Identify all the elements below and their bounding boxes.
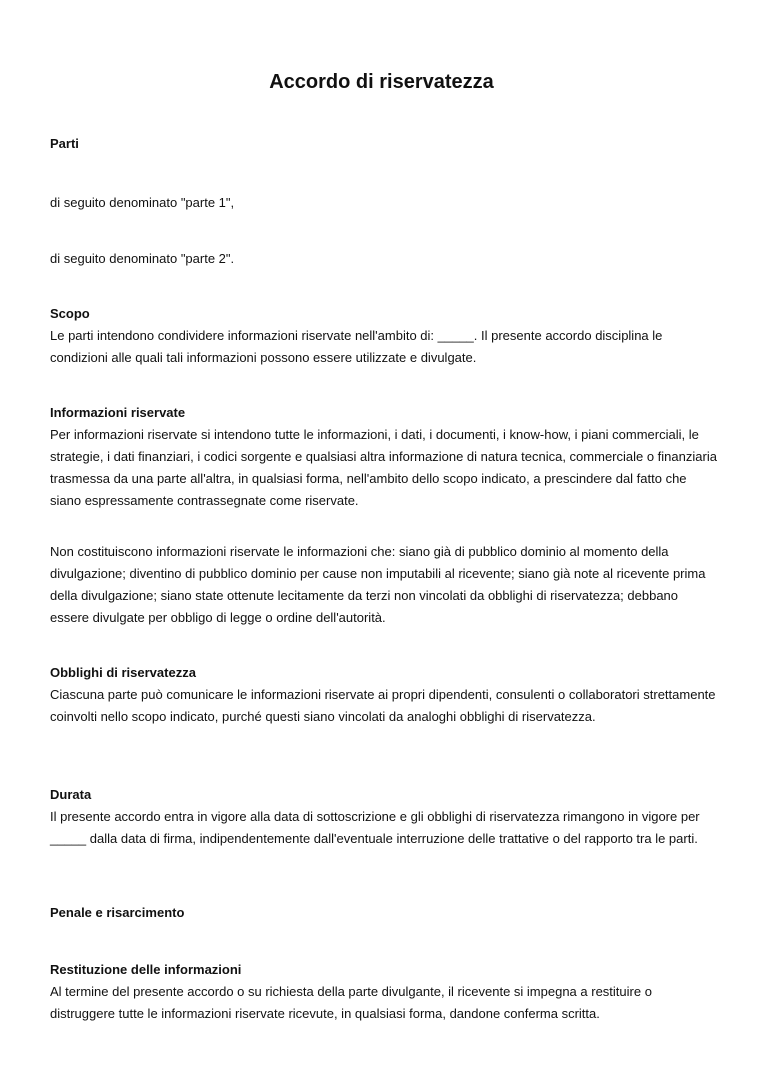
section-text-restituzione: Al termine del presente accordo o su richiesta della parte divulgante, il ricevente si impegna a restituire o distruggere tutte le informazioni riservate ricevute, in qualsiasi forma, dandone conferma scritta. bbox=[50, 984, 652, 1021]
section-text-scopo: Le parti intendono condividere informazioni riservate nell'ambito di: _____. Il presente accordo disciplina le condizioni alle quali tali informazioni possono essere utilizzate e divulgate. bbox=[50, 328, 663, 365]
document-title: Accordo di riservatezza bbox=[269, 71, 494, 93]
section-text-durata: Il presente accordo entra in vigore alla data di sottoscrizione e gli obblighi di riservatezza rimangono in vigore per _____ dalla data di firma, indipendentemente dall'eventuale interruzione delle trattative o del rapporto tra le parti. bbox=[50, 809, 700, 846]
section-heading-restituzione: Restituzione delle informazioni bbox=[50, 962, 242, 977]
section-heading-informazioni-riservate: Informazioni riservate bbox=[50, 405, 186, 420]
section-text-exclusions: Non costituiscono informazioni riservate le informazioni che: siano già di pubblico dominio al momento della divulgazione; diventino di pubblico dominio per cause non imputabili al ricevente; siano già note al ricevente prima della divulgazione; siano state ottenute lecitamente da terzi non vincolati da obblighi di riservatezza; debbano essere divulgate per obbligo di legge o ordine dell'autorità. bbox=[50, 544, 706, 625]
section-heading-parti: Parti bbox=[50, 136, 79, 151]
section-heading-penale: Penale e risarcimento bbox=[50, 905, 185, 920]
section-heading-durata: Durata bbox=[50, 787, 92, 802]
party-2-line: di seguito denominato "parte 2". bbox=[50, 251, 235, 266]
section-heading-scopo: Scopo bbox=[50, 306, 90, 321]
party-1-line: di seguito denominato "parte 1", bbox=[50, 195, 235, 210]
section-text-obblighi: Ciascuna parte può comunicare le informazioni riservate ai propri dipendenti, consulenti o collaboratori strettamente coinvolti nello scopo indicato, purché questi siano vincolati da analoghi obblighi di riservatezza. bbox=[50, 687, 716, 724]
section-text-informazioni-riservate: Per informazioni riservate si intendono tutte le informazioni, i dati, i documenti, i know-how, i piani commerciali, le strategie, i dati finanziari, i codici sorgente e qualsiasi altra informazione di natura tecnica, commerciale o finanziaria trasmessa da una parte all'altra, in qualsiasi forma, nell'ambito dello scopo indicato, a prescindere dal fatto che siano espressamente contrassegnate come riservate. bbox=[50, 427, 717, 508]
section-heading-obblighi: Obblighi di riservatezza bbox=[50, 665, 196, 680]
